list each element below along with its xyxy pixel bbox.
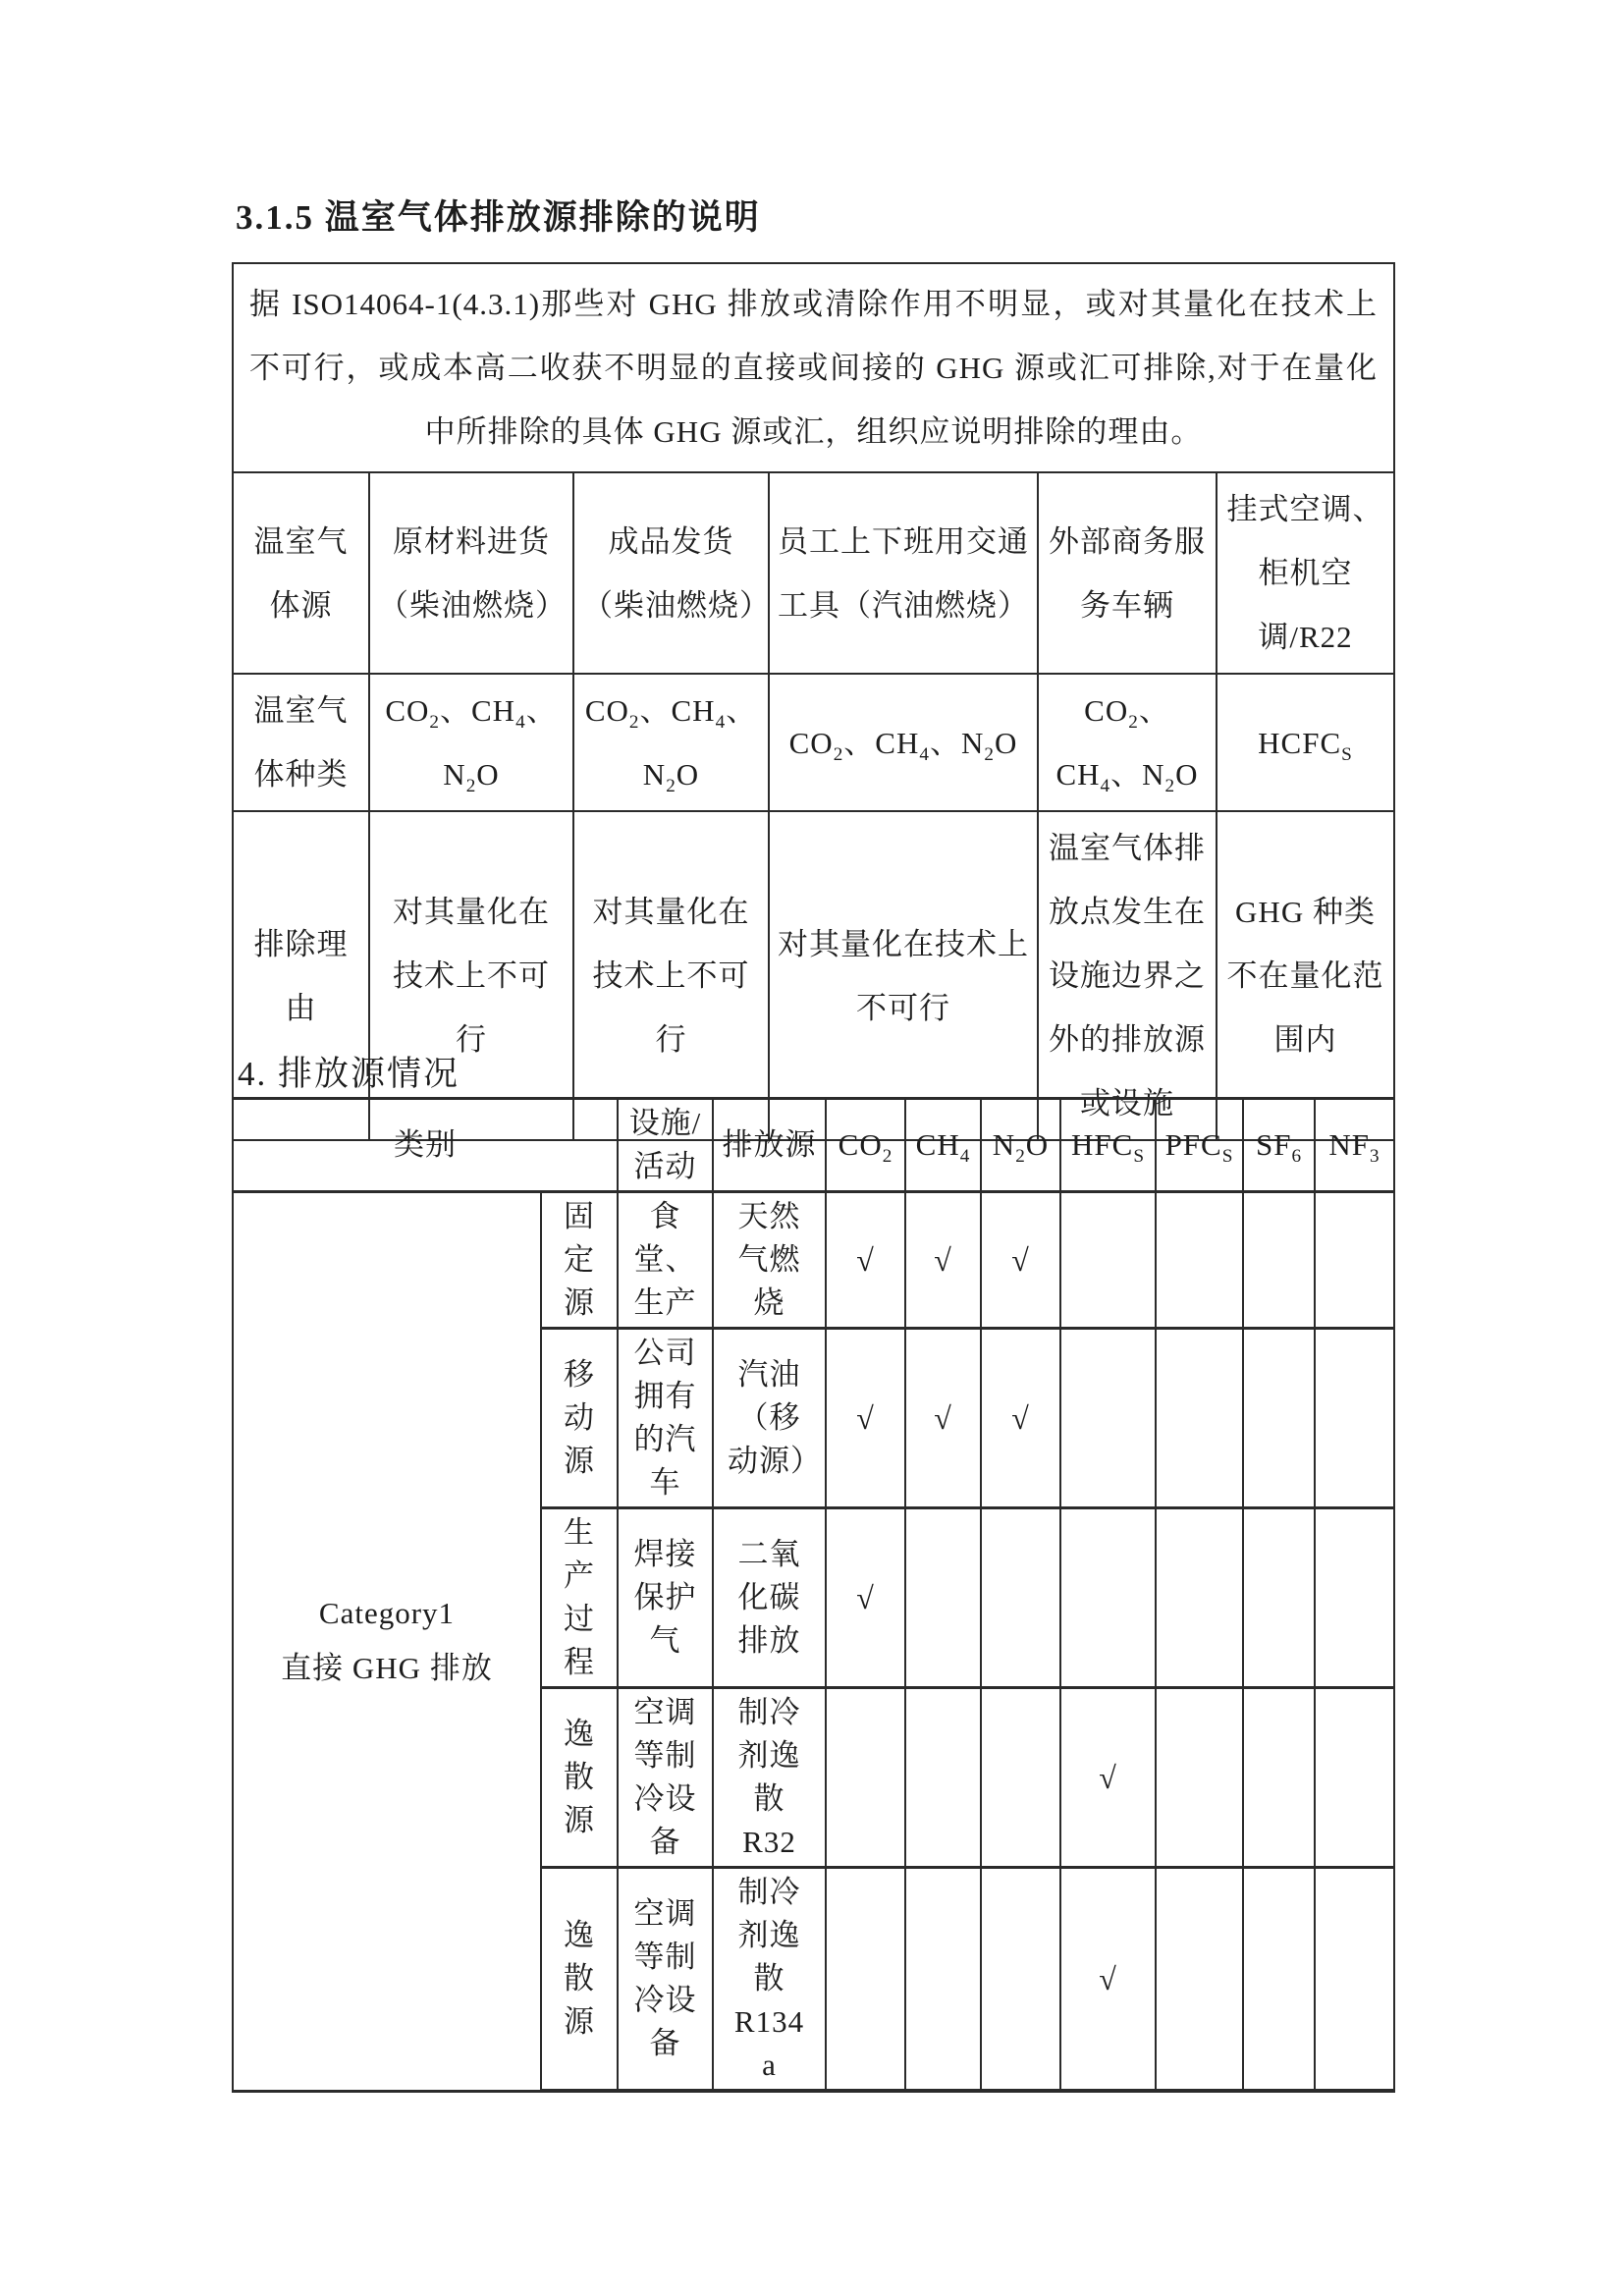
check-cell-ch4 <box>905 1868 981 2092</box>
source-type-cell: 移动源 <box>541 1329 618 1508</box>
header-gas-hfcs: $HFC_S$ <box>1060 1099 1156 1192</box>
row-label-exclusion-reason: 排除理由 <box>233 811 369 1140</box>
emission-source-cell: 汽油（移动源） <box>713 1329 826 1508</box>
header-gas-n2o: $N_2O$ <box>981 1099 1060 1192</box>
ghg-species-cell: $HCFC_S$ <box>1217 674 1394 811</box>
check-cell-nf3 <box>1315 1329 1394 1508</box>
check-cell-hfcs <box>1060 1508 1156 1688</box>
emission-source-cell: 二氧化碳排放 <box>713 1508 826 1688</box>
section-title: 3.1.5 温室气体排放源排除的说明 <box>236 198 761 237</box>
emission-source-cell: 天然气燃烧 <box>713 1192 826 1329</box>
source-type-cell: 逸散源 <box>541 1688 618 1868</box>
emission-source-table <box>232 1097 1395 2093</box>
check-cell-sf6 <box>1243 1508 1315 1688</box>
check-cell-nf3 <box>1315 1192 1394 1329</box>
ghg-source-cell: 原材料进货（柴油燃烧） <box>369 472 573 674</box>
check-cell-sf6 <box>1243 1868 1315 2092</box>
row-label-ghg-species: 温室气体种类 <box>233 674 369 811</box>
exclusion-reason-cell: GHG 种类不在量化范围内 <box>1217 811 1394 1140</box>
check-cell-pfcs <box>1156 1508 1243 1688</box>
check-cell-sf6 <box>1243 1192 1315 1329</box>
header-gas-ch4: $CH_4$ <box>905 1099 981 1192</box>
ghg-source-cell: 挂式空调、柜机空调/R22 <box>1217 472 1394 674</box>
ghg-species-cell: $CO_2$、$CH_4$、$N_2O$ <box>369 674 573 811</box>
exclusion-table <box>232 262 1395 1141</box>
category-name: Category1 <box>318 1596 456 1631</box>
ghg-source-cell: 成品发货（柴油燃烧） <box>573 472 769 674</box>
check-cell-ch4 <box>905 1688 981 1868</box>
header-gas-nf3: $NF_3$ <box>1315 1099 1394 1192</box>
exclusion-reason-cell: 对其量化在技术上不可行 <box>573 811 769 1140</box>
check-cell-n2o <box>981 1508 1060 1688</box>
check-cell-nf3 <box>1315 1868 1394 2092</box>
ghg-species-row <box>233 674 1394 811</box>
check-cell-hfcs: √ <box>1060 1868 1156 2092</box>
check-cell-pfcs <box>1156 1329 1243 1508</box>
facility-cell: 食堂、生产 <box>618 1192 713 1329</box>
exclusion-intro-row <box>233 263 1394 472</box>
check-cell-ch4: √ <box>905 1192 981 1329</box>
header-category: 类别 <box>233 1099 618 1192</box>
check-cell-hfcs: √ <box>1060 1688 1156 1868</box>
check-cell-n2o <box>981 1688 1060 1868</box>
emission-source-cell: 制冷剂逸散 R32 <box>713 1688 826 1868</box>
check-cell-sf6 <box>1243 1329 1315 1508</box>
emission-header-row <box>233 1099 1394 1192</box>
check-cell-n2o: √ <box>981 1192 1060 1329</box>
check-cell-pfcs <box>1156 1868 1243 2092</box>
header-gas-co2: $CO_2$ <box>826 1099 905 1192</box>
facility-cell: 空调等制冷设备 <box>618 1688 713 1868</box>
check-cell-n2o <box>981 1868 1060 2092</box>
exclusion-intro-text: 据 ISO14064-1(4.3.1)那些对 GHG 排放或清除作用不明显，或对其量化在技术上不可行，或成本高二收获不明显的直接或间接的 GHG 源或汇可排除,对于在量化中所排除的具体 GHG 源或汇，组织应说明排除的理由。 <box>233 263 1394 472</box>
check-cell-hfcs <box>1060 1329 1156 1508</box>
exclusion-reason-cell: 对其量化在技术上不可行 <box>369 811 573 1140</box>
check-cell-co2 <box>826 1868 905 2092</box>
source-type-cell: 固定源 <box>541 1192 618 1329</box>
check-cell-co2: √ <box>826 1192 905 1329</box>
source-type-cell: 逸散源 <box>541 1868 618 2092</box>
facility-cell: 公司拥有的汽车 <box>618 1329 713 1508</box>
header-gas-pfcs: $PFC_S$ <box>1156 1099 1243 1192</box>
check-cell-co2: √ <box>826 1508 905 1688</box>
source-type-cell: 生产过程 <box>541 1508 618 1688</box>
check-cell-ch4: √ <box>905 1329 981 1508</box>
ghg-source-row <box>233 472 1394 674</box>
ghg-source-cell: 外部商务服务车辆 <box>1038 472 1217 674</box>
category-desc: 直接 GHG 排放 <box>281 1651 493 1686</box>
section4-heading: 4. 排放源情况 <box>238 1055 460 1093</box>
header-source: 排放源 <box>713 1099 826 1192</box>
category-cell <box>233 1192 541 2092</box>
exclusion-reason-cell: 温室气体排放点发生在设施边界之外的排放源或设施 <box>1038 811 1217 1140</box>
check-cell-sf6 <box>1243 1688 1315 1868</box>
row-label-ghg-source: 温室气体源 <box>233 472 369 674</box>
facility-cell: 焊接保护气 <box>618 1508 713 1688</box>
check-cell-n2o: √ <box>981 1329 1060 1508</box>
emission-row-stationary <box>233 1192 1394 1329</box>
check-cell-pfcs <box>1156 1688 1243 1868</box>
facility-cell: 空调等制冷设备 <box>618 1868 713 2092</box>
ghg-species-cell: $CO_2$、$CH_4$、$N_2O$ <box>573 674 769 811</box>
exclusion-reason-cell: 对其量化在技术上不可行 <box>769 811 1038 1140</box>
check-cell-pfcs <box>1156 1192 1243 1329</box>
header-facility: 设施/活动 <box>618 1099 713 1192</box>
emission-source-cell: 制冷剂逸散 R134a <box>713 1868 826 2092</box>
header-gas-sf6: $SF_6$ <box>1243 1099 1315 1192</box>
check-cell-nf3 <box>1315 1688 1394 1868</box>
ghg-species-cell: $CO_2$、$CH_4$、$N_2O$ <box>769 674 1038 811</box>
check-cell-ch4 <box>905 1508 981 1688</box>
ghg-species-cell: $CO_2$、$CH_4$、$N_2O$ <box>1038 674 1217 811</box>
check-cell-co2: √ <box>826 1329 905 1508</box>
check-cell-co2 <box>826 1688 905 1868</box>
check-cell-hfcs <box>1060 1192 1156 1329</box>
ghg-source-cell: 员工上下班用交通工具（汽油燃烧） <box>769 472 1038 674</box>
check-cell-nf3 <box>1315 1508 1394 1688</box>
